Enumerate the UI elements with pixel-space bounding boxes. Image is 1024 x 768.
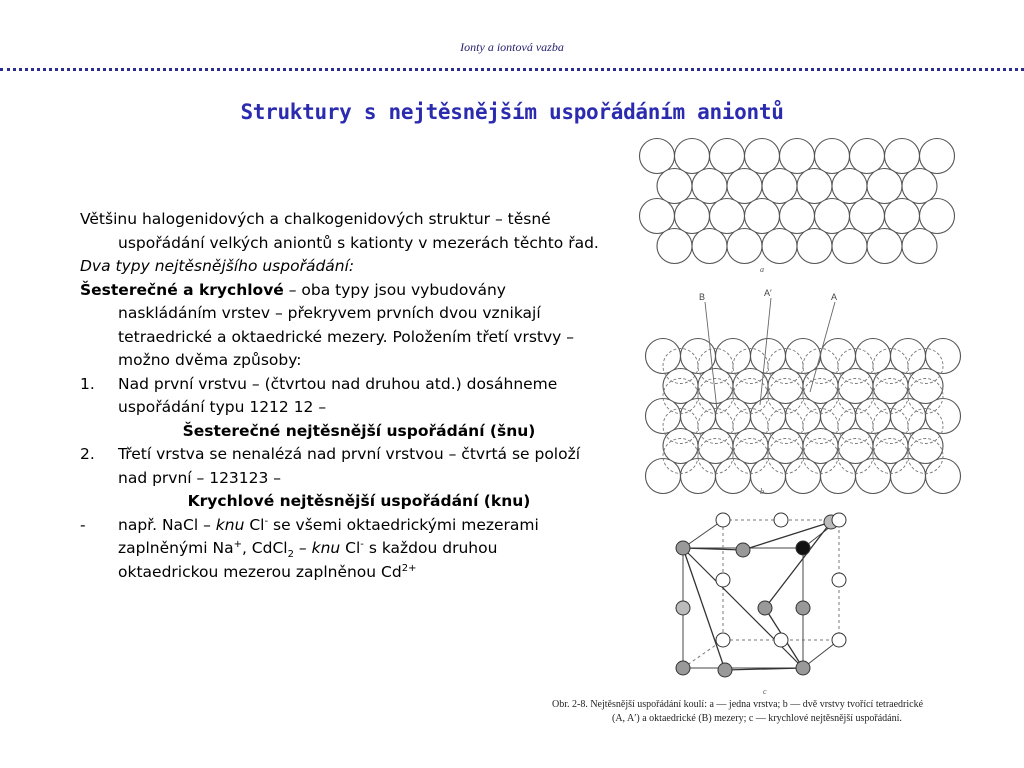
sphere (733, 369, 768, 404)
sphere (803, 369, 838, 404)
charge-4: 2+ (401, 562, 417, 574)
sphere (698, 429, 733, 464)
sphere (873, 429, 908, 464)
sphere (780, 199, 815, 234)
intro-text: Většinu halogenidových a chalkogenidových struktur – těsné uspořádání velkých aniontů s kationty v mezerách těchto řad. (80, 210, 599, 252)
list-item-1 (80, 373, 600, 420)
header-divider (0, 68, 1024, 71)
sphere (832, 573, 846, 587)
sphere (745, 199, 780, 234)
sphere (663, 369, 698, 404)
sphere (758, 601, 772, 615)
ccp-label: Krychlové nejtěsnější uspořádání (knu) (187, 492, 531, 510)
sphere (832, 169, 867, 204)
sphere (850, 199, 885, 234)
list-item-3 (80, 514, 600, 585)
slide-title: Struktury s nejtěsnějším uspořádáním aniontů (240, 100, 784, 124)
sphere (908, 369, 943, 404)
sphere (716, 633, 730, 647)
sphere (796, 541, 810, 555)
sphere (902, 229, 937, 264)
cdcl-text: , CdCl (241, 539, 288, 557)
sphere (832, 513, 846, 527)
cl-text-2: Cl (340, 539, 361, 557)
types-heading-text: Dva typy nejtěsnějšího uspořádání: (80, 257, 355, 275)
sphere (768, 369, 803, 404)
figure-label-A: A (831, 292, 838, 302)
sphere (774, 633, 788, 647)
sphere (832, 633, 846, 647)
figure-caption (552, 698, 992, 726)
slide-body (80, 208, 600, 584)
sphere (745, 139, 780, 174)
knu-italic-2: knu (311, 539, 341, 557)
sphere (885, 199, 920, 234)
sphere (786, 459, 821, 494)
sphere (768, 429, 803, 464)
charge-3: - (360, 538, 364, 550)
sphere (657, 229, 692, 264)
cl-text-1: Cl (244, 515, 265, 534)
sphere (646, 459, 681, 494)
sphere (803, 429, 838, 464)
sphere (815, 199, 850, 234)
sphere (873, 369, 908, 404)
sphere (797, 169, 832, 204)
dash-text: – (293, 539, 312, 557)
sphere (821, 459, 856, 494)
list-item-2 (80, 443, 600, 490)
sphere (780, 139, 815, 174)
packing-figure (535, 130, 995, 750)
sphere (710, 139, 745, 174)
subscript-2: 2 (287, 549, 294, 561)
sphere (838, 369, 873, 404)
sphere (762, 229, 797, 264)
sphere (797, 229, 832, 264)
sphere (832, 229, 867, 264)
sphere (727, 229, 762, 264)
types-heading (80, 255, 600, 279)
knu-italic-1: knu (215, 515, 245, 534)
layers-paragraph (80, 279, 600, 373)
sphere (796, 661, 810, 675)
sphere (710, 199, 745, 234)
sphere (867, 229, 902, 264)
sphere (736, 543, 750, 557)
cd-text: s každou druhou oktaedrickou mezerou zaplněnou Cd (118, 539, 498, 581)
sphere (676, 541, 690, 555)
page-header: Ionty a iontová vazba (460, 40, 564, 54)
sphere (716, 573, 730, 587)
sphere (891, 459, 926, 494)
sphere (716, 513, 730, 527)
sphere (815, 139, 850, 174)
list-dash: - (80, 515, 86, 534)
sphere (676, 661, 690, 675)
sphere (657, 169, 692, 204)
layers-text: – oba typy jsou vybudovány naskládáním vrstev – překryvem prvních dvou vznikají tetraedrické a oktaedrické mezery. Položením třetí vrstvy – možno dvěma způsoby: (118, 280, 575, 369)
figure-label-A-prime: A′ (764, 288, 772, 298)
sphere (920, 199, 955, 234)
intro-paragraph (80, 208, 600, 255)
sphere (774, 513, 788, 527)
list-item-2-text: Třetí vrstva se nenalézá nad první vrstvou – čtvrtá se položí nad první – 123123 – (118, 445, 581, 487)
layers-bold-text: Šesterečné a krychlové (80, 280, 284, 299)
sphere (908, 429, 943, 464)
list-item-1-text: Nad první vrstvu – (čtvrtou nad druhou atd.) dosáhneme uspořádání typu 1212 12 – (118, 374, 558, 416)
sphere (692, 169, 727, 204)
sphere (675, 199, 710, 234)
charge-2: + (233, 538, 242, 550)
sphere (926, 459, 961, 494)
caption-line-2: (A, A′) a oktaedrické (B) mezery; c — krychlové nejtěsnější uspořádání. (612, 713, 902, 724)
sphere (640, 139, 675, 174)
sphere (796, 601, 810, 615)
list-number-1: 1. (80, 374, 95, 393)
charge-1: - (264, 515, 269, 527)
sphere (867, 169, 902, 204)
sphere (850, 139, 885, 174)
sphere (692, 229, 727, 264)
cube-atoms (676, 513, 846, 677)
sphere (838, 429, 873, 464)
sphere (676, 601, 690, 615)
sphere (681, 459, 716, 494)
hcp-label: Šesterečné nejtěsnější uspořádání (šnu) (182, 421, 536, 440)
sphere (733, 429, 768, 464)
figure-label-a: a (760, 265, 764, 274)
sphere (885, 139, 920, 174)
figure-label-b: b (760, 487, 764, 496)
sphere (920, 139, 955, 174)
list-number-2: 2. (80, 445, 95, 463)
sphere (663, 429, 698, 464)
ccp-cube-diagram (683, 520, 839, 670)
sphere (716, 459, 751, 494)
sphere (902, 169, 937, 204)
caption-line-1: Obr. 2-8. Nejtěsnější uspořádání koulí: a — jedna vrstva; b — dvě vrstvy tvořící tetraedrické (552, 699, 924, 710)
figure-label-B: B (699, 292, 706, 302)
octa-text: se všemi oktaedrickými mezerami zaplněnými Na (118, 515, 539, 557)
sphere (751, 459, 786, 494)
sphere (640, 199, 675, 234)
sphere (762, 169, 797, 204)
sphere (856, 459, 891, 494)
sphere (718, 663, 732, 677)
sphere (727, 169, 762, 204)
nacl-text: např. NaCl – (118, 515, 216, 534)
two-layer-diagram (646, 288, 961, 494)
single-layer-diagram (640, 139, 955, 264)
sphere (675, 139, 710, 174)
figure-label-c: c (763, 687, 767, 696)
